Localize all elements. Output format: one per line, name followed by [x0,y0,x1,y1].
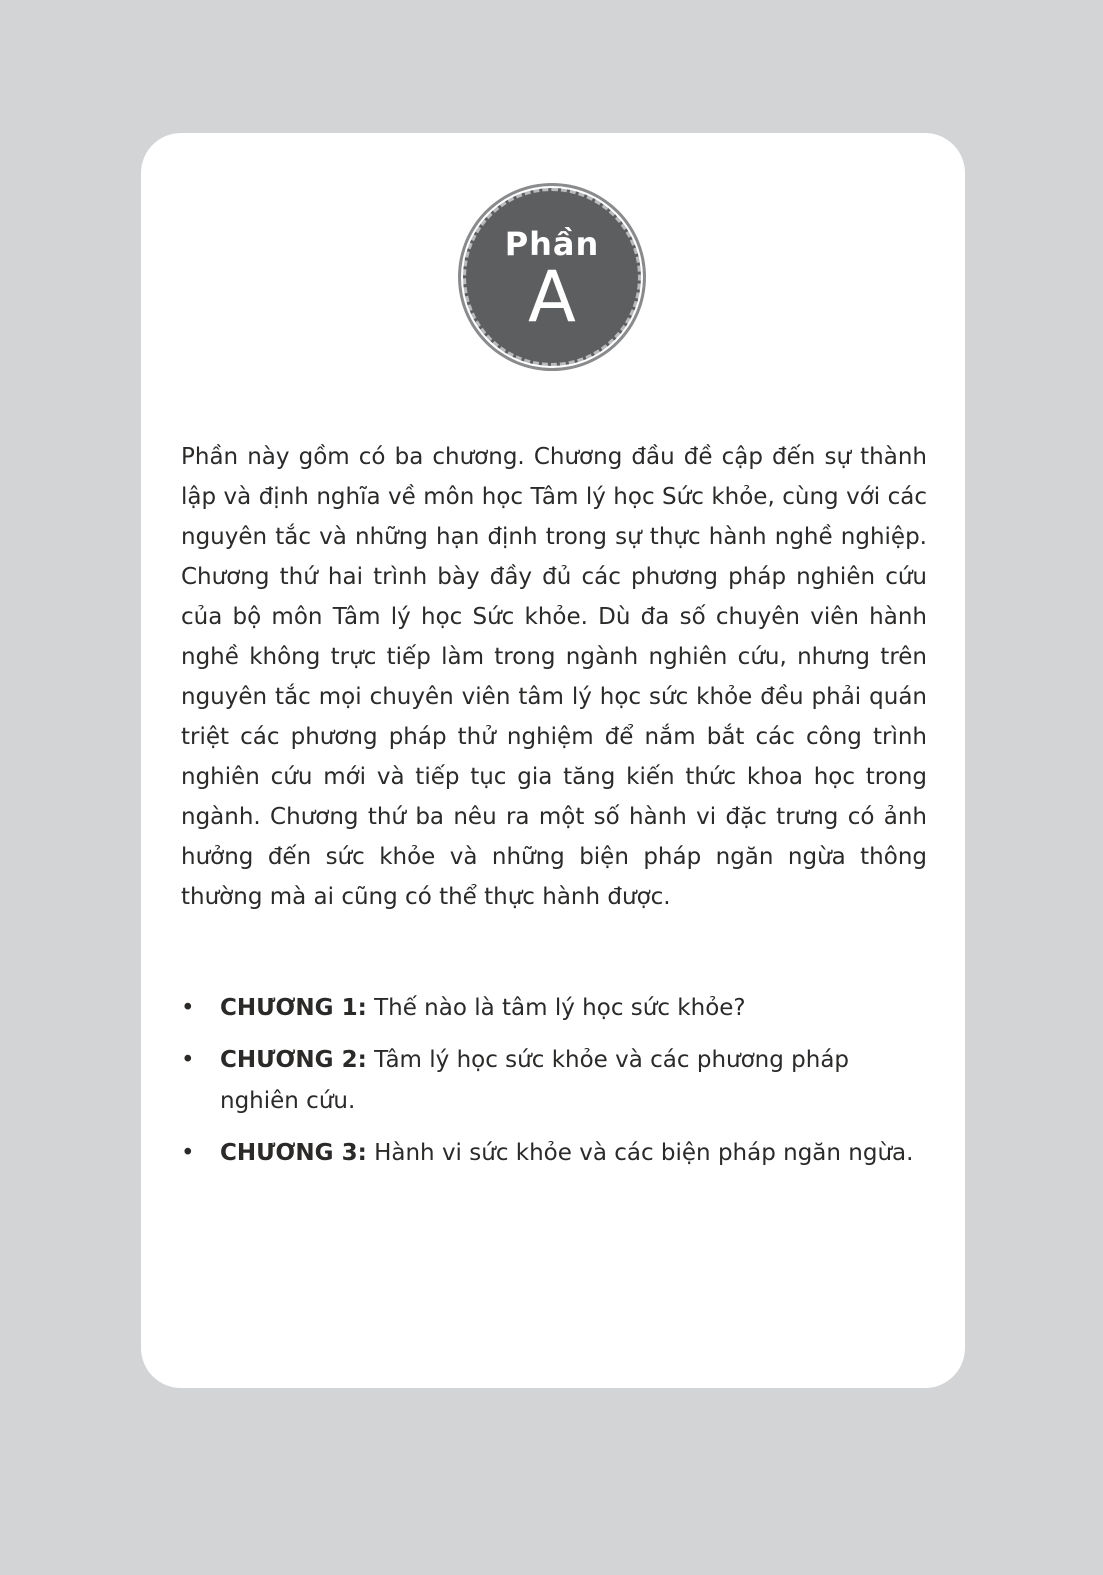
content-card [141,133,965,1388]
chapter-item-2 [181,1040,927,1122]
chapter-title: Thế nào là tâm lý học sức khỏe? [374,995,746,1021]
chapter-title: Hành vi sức khỏe và các biện pháp ngăn ngừa. [374,1140,914,1166]
part-badge [463,188,641,366]
chapter-label: CHƯƠNG 2: [220,1047,367,1073]
bullet-icon: • [181,1047,195,1073]
chapter-list [181,988,927,1185]
intro-paragraph: Phần này gồm có ba chương. Chương đầu đề cập đến sự thành lập và định nghĩa về môn học Tâm lý học Sức khỏe, cùng với các nguyên tắc và những hạn định trong sự thực hành nghề nghiệp. Chương thứ hai trình bày đầy đủ các phương pháp nghiên cứu của bộ môn Tâm lý học Sức khỏe. Dù đa số chuyên viên hành nghề không trực tiếp làm trong ngành nghiên cứu, nhưng trên nguyên tắc mọi chuyên viên tâm lý học sức khỏe đều phải quán triệt các phương pháp thử nghiệm để nắm bắt các công trình nghiên cứu mới và tiếp tục gia tăng kiến thức khoa học trong ngành. Chương thứ ba nêu ra một số hành vi đặc trưng có ảnh hưởng đến sức khỏe và những biện pháp ngăn ngừa thông thường mà ai cũng có thể thực hành được. [181,444,927,910]
chapter-item-1 [181,988,927,1029]
bullet-icon: • [181,995,195,1021]
part-label: Phần [504,225,600,263]
chapter-title: Tâm lý học sức khỏe và các phương pháp nghiên cứu. [220,1047,850,1114]
chapter-label: CHƯƠNG 3: [220,1140,367,1166]
part-letter: A [528,256,576,338]
chapter-label: CHƯƠNG 1: [220,995,367,1021]
chapter-item-3 [181,1133,927,1174]
bullet-icon: • [181,1140,195,1166]
